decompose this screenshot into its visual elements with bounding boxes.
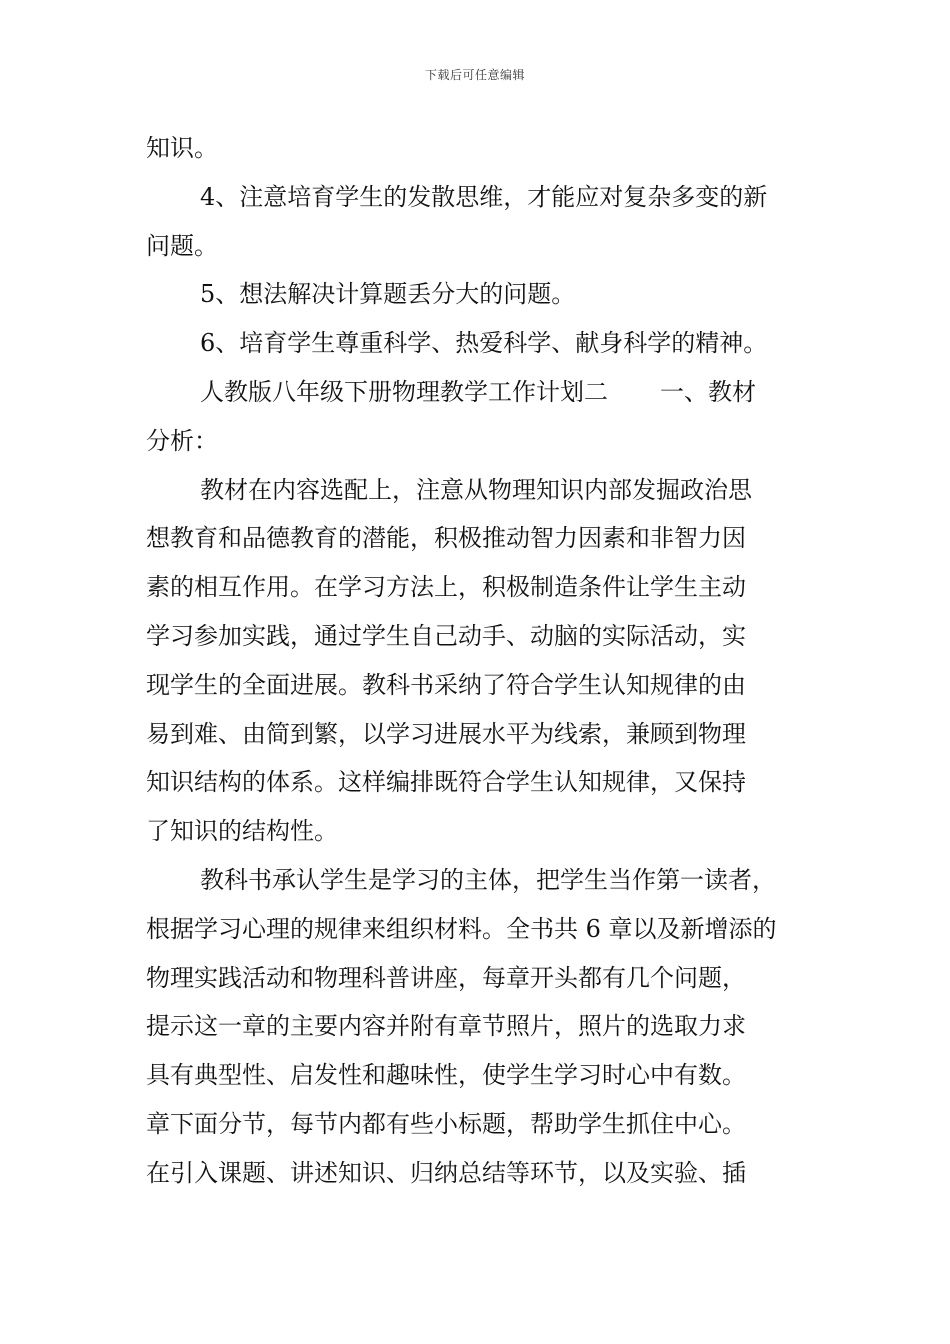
section-title-line [146,368,811,417]
text-line: 易到难、由简到繁，以学习进展水平为线索，兼顾到物理 [146,719,746,748]
text-line: 想教育和品德教育的潜能，积极推动智力因素和非智力因 [146,524,746,553]
text-line: 物理实践活动和物理科普讲座，每章开头都有几个问题， [146,963,746,992]
text-line: 根据学习心理的规律来组织材料。全书共 6 章以及新增添的 [146,914,777,943]
text-line: 现学生的全面进展。教科书采纳了符合学生认知规律的由 [146,670,746,699]
page-header: 下载后可任意编辑 [424,68,525,82]
text-line: 分析： [146,426,218,455]
text-line: 教材在内容选配上，注意从物理知识内部发掘政治思 [200,475,752,504]
text-line: 6、培育学生尊重科学、热爱科学、献身科学的精神。 [200,329,768,358]
section-heading: 一、教材 [660,377,756,406]
text-line: 4、注意培育学生的发散思维，才能应对复杂多变的新 [200,182,768,211]
text-line: 素的相互作用。在学习方法上，积极制造条件让学生主动 [146,573,746,602]
text-line: 知识结构的体系。这样编排既符合学生认知规律，又保持 [146,768,746,797]
text-line: 知识。 [146,134,218,162]
plan-title: 人教版八年级下册物理教学工作计划二 [200,377,608,406]
text-line: 提示这一章的主要内容并附有章节照片，照片的选取力求 [146,1012,746,1041]
text-line: 了知识的结构性。 [146,817,338,846]
text-line: 在引入课题、讲述知识、归纳总结等环节，以及实验、插 [146,1158,746,1187]
text-line: 问题。 [146,231,218,260]
body-text [146,124,811,1198]
text-line: 5、想法解决计算题丢分大的问题。 [200,280,576,309]
text-line: 教科书承认学生是学习的主体，把学生当作第一读者， [200,865,776,894]
text-line: 章下面分节，每节内都有些小标题，帮助学生抓住中心。 [146,1109,746,1138]
text-line: 学习参加实践，通过学生自己动手、动脑的实际活动，实 [146,621,746,650]
text-line: 具有典型性、启发性和趣味性，使学生学习时心中有数。 [146,1061,746,1090]
